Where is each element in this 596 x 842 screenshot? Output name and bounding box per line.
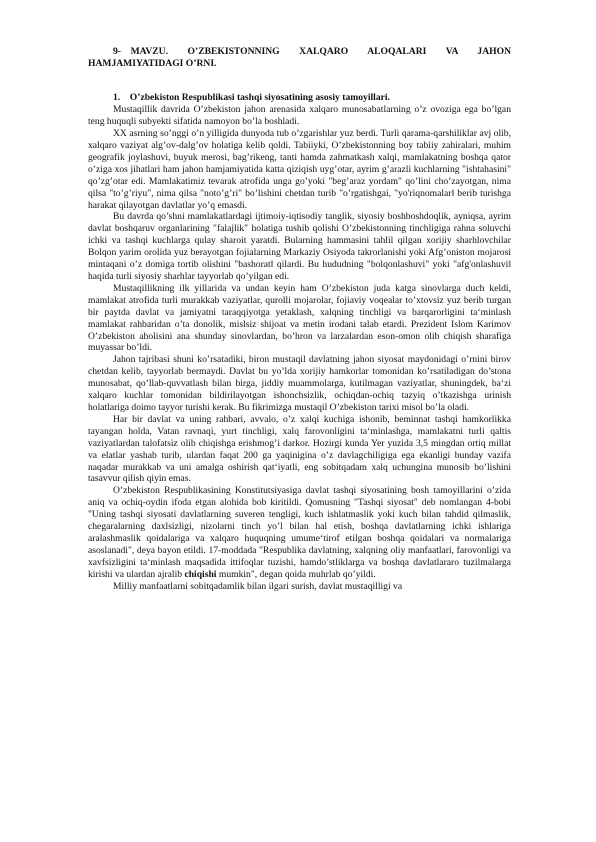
spacer — [88, 70, 511, 92]
section-heading: 1. O’zbekiston Respublikasi tashqi siyosatining asosiy tamoyillari. — [113, 92, 390, 104]
paragraph-text: O’zbekiston Respublikasining Konstitutsiyasiga davlat tashqi siyosatining bosh tamoyillarini o’zida aniq va ochiq-oydin ifoda etgan alohida bob kiritildi. Qomusning "Tashqi siyosat" deb nomlangan 4-bobi "Uning tashqi siyosati davlatlarning suveren tengligi, kuch ishlatmaslik yoki kuch bilan tahdid qilmaslik, chegaralarning daxlsizligi, nizolarni tinch yo’l bilan hal etish, boshqa davlatlarning ichki ishlariga aralashmaslik qoidalariga va xalqaro huquqning umume‘tirof etilgan boshqa qoidalari va normalariga asoslanadi", deya bayon etildi. 17-moddada "Respublika davlatning, xalqning oliy manfaatlari, farovonligi va xavfsizligini ta‘minlash maqsadida ittifoqlar tuzishi, hamdo’stliklarga va boshqa davlatlararo tuzilmalarga kirishi va ulardan ajralib — [88, 485, 511, 580]
paragraph: Milliy manfaatlarni sobitqadamlik bilan ilgari surish, davlat mustaqilligi va — [113, 580, 403, 592]
paragraph-text: mumkin", degan qoida muhrlab qo’yildi. — [216, 568, 376, 580]
document-title: 9- MAVZU. O’ZBEKISTONNING XALQARO ALOQALARI VA JAHON HAMJAMIYATIDAGI O’RNI. — [88, 46, 511, 70]
document-page — [88, 46, 511, 592]
bold-word: chiqishi — [184, 568, 217, 580]
paragraph: Bu davrda qo’shni mamlakatlardagi ijtimoiy-iqtisodiy tanglik, siyosiy boshboshdoqlik, ayniqsa, ayrim davlat boshqaruv organlarining "falajlik" holatiga tushib qolishi O’zbekistonning tinchligiga rahna soluvchi ichki va tashqi kuchlarga qulay sharoit yaratdi. Bularning hammasini tahlil qilgan xorijiy sharhlovchilar Bolqon yarim orolida yuz berayotgan fojialarning Markaziy Osiyoda takrorlanishi yoki Afg’oniston mojarosi mintaqani o’z domiga tortib olishini "bashorat‖ qilardi. Bu hududning "bolqonlashuvi" yoki "afg'onlashuvi‖ haqida turli siyosiy sharhlar tayyorlab qo’yilgan edi. — [88, 211, 511, 282]
paragraph: XX asrning so’nggi o’n yilligida dunyoda tub o’zgarishlar yuz berdi. Turli qarama-qarshiliklar avj olib, xalqaro vaziyat alg’ov-dalg’ov holatiga kelib qoldi. Tabiiyki, O’zbekistonning boy tabiiy zahiralari, muhim geografik joylashuvi, buyuk merosi, bag’rikeng, tanti hamda zahmatkash xalqi, mamlakatning boshqa qator o’ziga xos jihatlari ham jahon hamjamiyatida katta qiziqish uyg’otar, ayrim g’arazli kuchlarning "ishtahasini" qo’zg’otar edi. Mamlakatimiz tevarak atrofida unga go’yoki "beg’araz yordam" qo’lini cho’zayotgan, nima qilsa "to’g’riyu", nima qilsa "noto’g’ri" bo’lishini chetdan turib "o’rgatishgai, "yo'riqnomalar‖ berib turishga harakat qilayotgan davlatlar yo’q emasdi. — [88, 128, 511, 211]
paragraph: Mustaqillikning ilk yillarida va undan keyin ham O’zbekiston juda katga sinovlarga duch keldi, mamlakat atrofida turli murakkab vaziyatlar, qurolli mojarolar, fojiaviy voqealar to’xtovsiz yuz berib turgan bir paytda davlat va jamiyatni taraqqiyotga yetaklash, xalqning tinchligi va barqarorligini ta‘minlash mamlakat rahbaridan o’ta donolik, mislsiz shijoat va metin irodani talab etardi. Prezident Islom Karimov O’zbekiston aholisini ana shunday sinovlardan, bo’hron va larzalardan eson-omon olib chiqish sharafiga muyassar bo’ldi. — [88, 282, 511, 354]
paragraph: Mustaqillik davrida O’zbekiston jahon arenasida xalqaro munosabatlarning o’z ovoziga ega bo’lgan teng huquqli subyekti sifatida namoyon bo’la boshladi. — [88, 104, 511, 128]
paragraph: Jahon tajribasi shuni ko’rsatadiki, biron mustaqil davlatning jahon siyosat maydonidagi o’rnini birov chetdan kelib, tayyorlab bermaydi. Davlat bu yo’lda xorijiy hamkorlar tomonidan ko’rsatiladigan do’stona munosabat, qo’llab-quvvatlash bilan birga, jiddiy muammolarga, kutilmagan vaziyatlar, shuningdek, ba‘zi xalqaro kuchlar tomonidan bildirilayotgan ishonchsizlik, ochiqdan-ochiq tazyiq o’tkazishga urinish holatlariga doimo tayyor turishi kerak. Bu fikrimizga mustaqil O’zbekiston tarixi misol bo’la oladi. — [88, 354, 511, 413]
paragraph: Har bir davlat va uning rahbari, avvalo, o’z xalqi kuchiga ishonib, beminnat tashqi hamkorlikka tayangan holda, Vatan ravnaqi, yurt tinchligi, xalq farovonligini ta‘minlashga, mamlakatni turli qaltis vaziyatlardan talofatsiz olib chiqishga erishmog’i darkor. Hozirgi kunda Yer yuzida 3,5 mingdan ortiq millat va elatlar yashab turib, ulardan faqat 200 ga yaqinigina o’z davlagchiligiga ega ekanligi bunday vazifa naqadar murakkab va uni amalga oshirish qat‘iyatli, eng sobitqadam xalq uchungina munosib bo’lishini tasavvur qilish qiyin emas. — [88, 413, 511, 485]
constitution-paragraph — [88, 485, 511, 580]
